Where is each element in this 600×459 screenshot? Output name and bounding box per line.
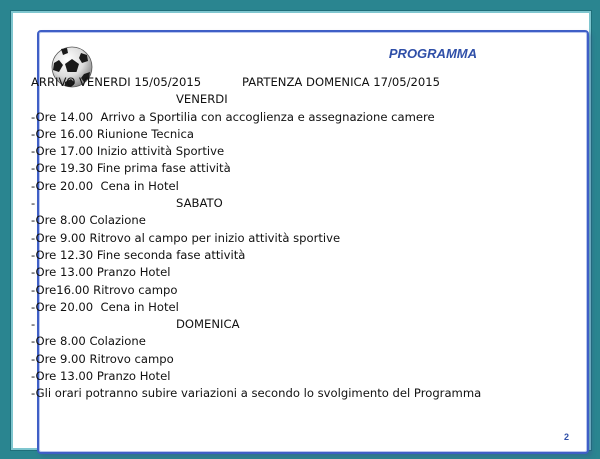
day-heading [31,195,551,212]
page-number: 2 [563,432,569,442]
slide-title: PROGRAMMA [388,46,477,61]
schedule-item: -Ore 12.30 Fine seconda fase attività [31,247,246,262]
schedule-item: -Ore 19.30 Fine prima fase attività [31,161,231,176]
schedule-item: -Ore 8.00 Colazione [31,334,146,349]
day-name: SABATO [176,196,223,211]
arrival-text: ARRIVO VENERDI 15/05/2015 [31,75,202,89]
schedule-item: -Ore 13.00 Pranzo Hotel [31,265,171,280]
schedule-item: -Ore16.00 Ritrovo campo [31,282,178,297]
schedule-item: -Ore 9.00 Ritrovo campo [31,351,174,366]
program-content [31,74,551,403]
day-dash: - [31,317,36,332]
day-name: DOMENICA [176,317,240,332]
departure-text: PARTENZA DOMENICA 17/05/2015 [242,75,441,89]
schedule-item: -Ore 17.00 Inizio attività Sportive [31,144,225,159]
arrival-departure-row [31,74,551,91]
day-heading [31,91,551,108]
day-heading [31,316,551,333]
day-dash: - [31,196,36,211]
schedule-item: -Ore 9.00 Ritrovo al campo per inizio attività sportive [31,230,341,245]
footer-note: -Gli orari potranno subire variazioni a secondo lo svolgimento del Programma [31,386,482,401]
outer-frame [10,10,592,451]
schedule-item: -Ore 8.00 Colazione [31,213,146,228]
schedule-item: -Ore 13.00 Pranzo Hotel [31,369,171,384]
schedule-item: -Ore 16.00 Riunione Tecnica [31,126,194,141]
day-name: VENERDI [176,92,228,107]
schedule-item: -Ore 14.00 Arrivo a Sportilia con accoglienza e assegnazione camere [31,109,435,124]
schedule-item: -Ore 20.00 Cena in Hotel [31,178,179,193]
schedule-item: -Ore 20.00 Cena in Hotel [31,299,179,314]
